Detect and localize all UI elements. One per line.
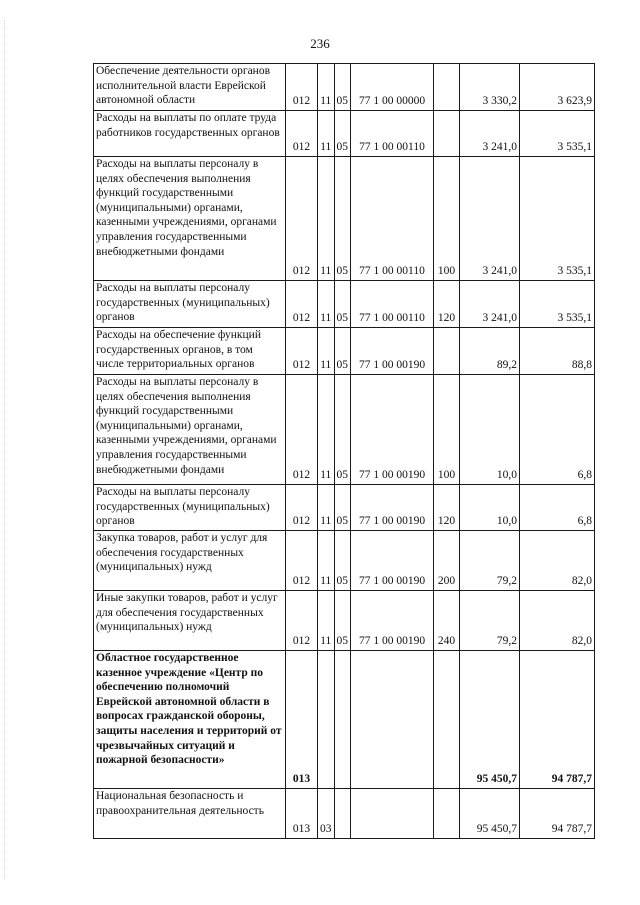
expense-type-cell: 240 xyxy=(434,591,460,651)
target-article-cell xyxy=(351,789,434,839)
ministry-code-cell: 013 xyxy=(286,651,318,789)
target-article-cell: 77 1 00 00110 xyxy=(351,111,434,157)
ministry-code-cell: 012 xyxy=(286,157,318,281)
amount-year1-cell: 95 450,7 xyxy=(460,789,520,839)
row-name-cell: Закупка товаров, работ и услуг для обеспечения государственных (муниципальных) нужд xyxy=(94,531,286,591)
amount-year1-cell: 3 330,2 xyxy=(460,64,520,111)
target-article-cell: 77 1 00 00000 xyxy=(351,64,434,111)
amount-year2-cell: 94 787,7 xyxy=(520,651,595,789)
ministry-code-cell: 012 xyxy=(286,375,318,485)
scan-edge-artifact xyxy=(4,20,11,880)
amount-year2-cell: 94 787,7 xyxy=(520,789,595,839)
target-article-cell: 77 1 00 00110 xyxy=(351,157,434,281)
amount-year2-cell: 3 535,1 xyxy=(520,281,595,328)
section-code-cell: 11 xyxy=(318,531,335,591)
expense-type-cell xyxy=(434,64,460,111)
table-row xyxy=(94,485,595,531)
amount-year2-cell: 82,0 xyxy=(520,531,595,591)
amount-year1-cell: 3 241,0 xyxy=(460,157,520,281)
row-name-cell: Расходы на выплаты по оплате труда работников государственных органов xyxy=(94,111,286,157)
table-row xyxy=(94,64,595,111)
table-row xyxy=(94,157,595,281)
section-code-cell: 03 xyxy=(318,789,335,839)
expense-type-cell: 100 xyxy=(434,157,460,281)
amount-year1-cell: 89,2 xyxy=(460,328,520,375)
section-code-cell: 11 xyxy=(318,111,335,157)
subsection-code-cell: 05 xyxy=(334,375,351,485)
target-article-cell: 77 1 00 00190 xyxy=(351,328,434,375)
target-article-cell: 77 1 00 00190 xyxy=(351,531,434,591)
subsection-code-cell xyxy=(334,651,351,789)
expense-type-cell: 120 xyxy=(434,485,460,531)
budget-table xyxy=(93,63,595,839)
target-article-cell xyxy=(351,651,434,789)
ministry-code-cell: 013 xyxy=(286,789,318,839)
budget-table-body xyxy=(94,64,595,839)
section-code-cell: 11 xyxy=(318,281,335,328)
page-number: 236 xyxy=(310,36,330,51)
ministry-code-cell: 012 xyxy=(286,591,318,651)
target-article-cell: 77 1 00 00190 xyxy=(351,485,434,531)
table-row xyxy=(94,591,595,651)
amount-year1-cell: 79,2 xyxy=(460,531,520,591)
amount-year1-cell: 3 241,0 xyxy=(460,281,520,328)
subsection-code-cell: 05 xyxy=(334,157,351,281)
row-name-cell: Расходы на выплаты персоналу в целях обеспечения выполнения функций государственными (муниципальными) органами, казенными учреждениями, органами управления государственными внебюджетными фондами xyxy=(94,157,286,281)
amount-year1-cell: 3 241,0 xyxy=(460,111,520,157)
section-code-cell xyxy=(318,651,335,789)
ministry-code-cell: 012 xyxy=(286,531,318,591)
expense-type-cell xyxy=(434,328,460,375)
amount-year1-cell: 10,0 xyxy=(460,485,520,531)
subsection-code-cell: 05 xyxy=(334,328,351,375)
amount-year2-cell: 6,8 xyxy=(520,485,595,531)
row-name-cell: Расходы на обеспечение функций государственных органов, в том числе территориальных органов xyxy=(94,328,286,375)
subsection-code-cell: 05 xyxy=(334,485,351,531)
amount-year2-cell: 3 535,1 xyxy=(520,111,595,157)
target-article-cell: 77 1 00 00190 xyxy=(351,375,434,485)
row-name-cell: Расходы на выплаты персоналу государственных (муниципальных) органов xyxy=(94,485,286,531)
amount-year1-cell: 95 450,7 xyxy=(460,651,520,789)
table-row xyxy=(94,281,595,328)
target-article-cell: 77 1 00 00110 xyxy=(351,281,434,328)
section-code-cell: 11 xyxy=(318,64,335,111)
expense-type-cell xyxy=(434,651,460,789)
section-code-cell: 11 xyxy=(318,485,335,531)
amount-year2-cell: 3 535,1 xyxy=(520,157,595,281)
expense-type-cell xyxy=(434,789,460,839)
section-code-cell: 11 xyxy=(318,375,335,485)
section-code-cell: 11 xyxy=(318,157,335,281)
ministry-code-cell: 012 xyxy=(286,111,318,157)
table-row xyxy=(94,789,595,839)
subsection-code-cell xyxy=(334,789,351,839)
ministry-code-cell: 012 xyxy=(286,328,318,375)
ministry-code-cell: 012 xyxy=(286,485,318,531)
ministry-code-cell: 012 xyxy=(286,281,318,328)
target-article-cell: 77 1 00 00190 xyxy=(351,591,434,651)
subsection-code-cell: 05 xyxy=(334,111,351,157)
expense-type-cell: 100 xyxy=(434,375,460,485)
amount-year1-cell: 10,0 xyxy=(460,375,520,485)
table-row xyxy=(94,328,595,375)
table-row xyxy=(94,375,595,485)
subsection-code-cell: 05 xyxy=(334,531,351,591)
row-name-cell: Расходы на выплаты персоналу в целях обеспечения выполнения функций государственными (муниципальными) органами, казенными учреждениями, органами управления государственными внебюджетными фондами xyxy=(94,375,286,485)
amount-year2-cell: 82,0 xyxy=(520,591,595,651)
ministry-code-cell: 012 xyxy=(286,64,318,111)
table-row xyxy=(94,531,595,591)
amount-year2-cell: 3 623,9 xyxy=(520,64,595,111)
section-code-cell: 11 xyxy=(318,591,335,651)
amount-year1-cell: 79,2 xyxy=(460,591,520,651)
expense-type-cell: 120 xyxy=(434,281,460,328)
row-name-cell: Национальная безопасность и правоохранительная деятельность xyxy=(94,789,286,839)
row-name-cell: Обеспечение деятельности органов исполнительной власти Еврейской автономной области xyxy=(94,64,286,111)
expense-type-cell: 200 xyxy=(434,531,460,591)
amount-year2-cell: 6,8 xyxy=(520,375,595,485)
section-code-cell: 11 xyxy=(318,328,335,375)
table-row xyxy=(94,651,595,789)
subsection-code-cell: 05 xyxy=(334,281,351,328)
subsection-code-cell: 05 xyxy=(334,64,351,111)
table-row xyxy=(94,111,595,157)
subsection-code-cell: 05 xyxy=(334,591,351,651)
row-name-cell: Расходы на выплаты персоналу государственных (муниципальных) органов xyxy=(94,281,286,328)
row-name-cell: Иные закупки товаров, работ и услуг для обеспечения государственных (муниципальных) нужд xyxy=(94,591,286,651)
amount-year2-cell: 88,8 xyxy=(520,328,595,375)
row-name-cell: Областное государственное казенное учреждение «Центр по обеспечению полномочий Еврейской автономной области в вопросах гражданской обороны, защиты населения и территорий от чрезвычайных ситуаций и пожарной безопасности» xyxy=(94,651,286,789)
expense-type-cell xyxy=(434,111,460,157)
